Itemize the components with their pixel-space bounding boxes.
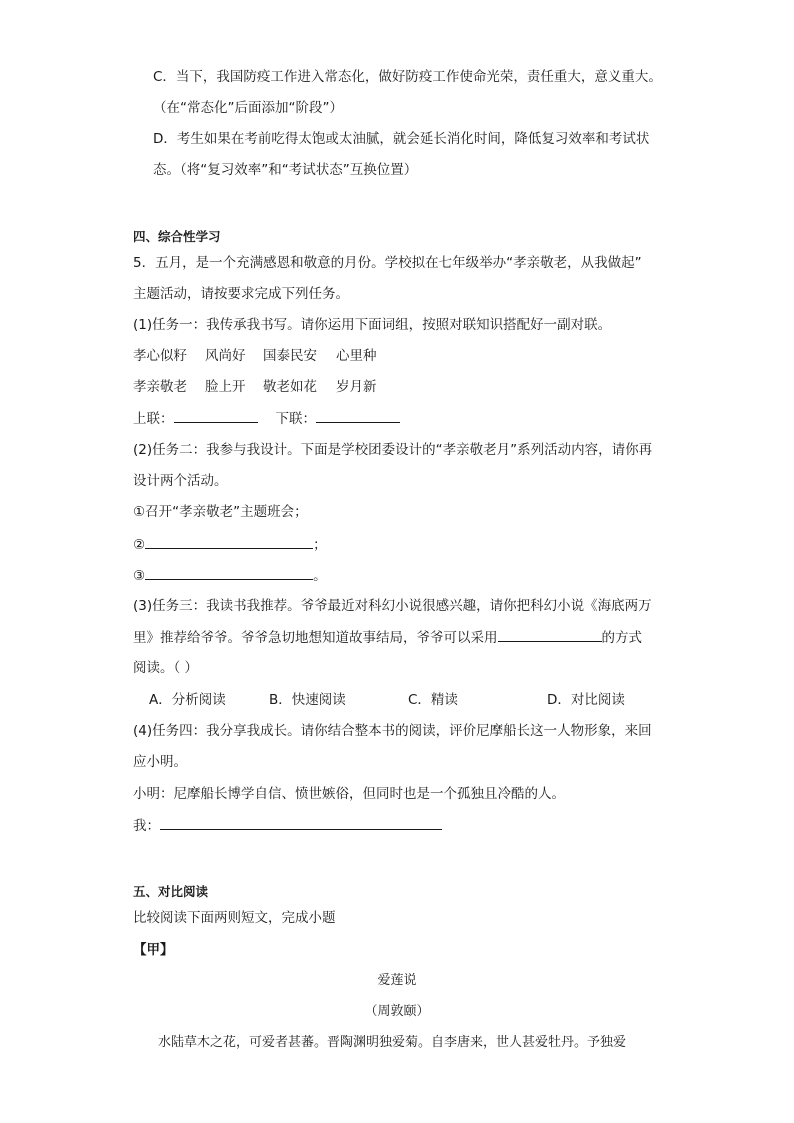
task3-line3: 阅读。（ ） — [133, 660, 199, 676]
lower-couplet-blank[interactable] — [316, 408, 400, 423]
xiaoming-statement: 小明：尼摩船长博学自信、愤世嫉俗，但同时也是一个孤独且冷酷的人。 — [133, 786, 565, 802]
word-item: 岁月新 — [336, 379, 377, 395]
option-a[interactable]: A．分析阅读 — [149, 692, 226, 708]
option-c-line2: （在“常态化”后面添加“阶段”） — [153, 100, 343, 116]
option-c[interactable]: C．精读 — [408, 692, 458, 708]
word-group-row — [133, 346, 377, 366]
task1-text: (1)任务一：我传承我书写。请你运用下面词组，按照对联知识搭配好一副对联。 — [133, 317, 612, 333]
option-d-line1: D．考生如果在考前吃得太饱或太油腻，就会延长消化时间，降低复习效率和考试状 — [153, 131, 650, 147]
activity-2-number: ② — [133, 537, 146, 553]
task4-line2: 应小明。 — [133, 754, 187, 770]
word-item: 国泰民安 — [263, 348, 317, 364]
activity-3-punct: 。 — [313, 568, 327, 584]
my-answer-row — [133, 815, 442, 836]
word-item: 脸上开 — [205, 379, 246, 395]
task3-text-end: 的方式 — [601, 630, 642, 646]
reading-instruction: 比较阅读下面两则短文，完成小题 — [133, 910, 336, 926]
task2-line2: 设计两个活动。 — [133, 473, 228, 489]
option-c-line1: C．当下，我国防疫工作进入常态化，做好防疫工作使命光荣，责任重大，意义重大。 — [153, 69, 662, 85]
choice-options — [149, 690, 625, 710]
activity-1: ①召开“孝亲敬老”主题班会； — [133, 504, 308, 520]
task3-line2 — [133, 627, 642, 648]
option-d[interactable]: D．对比阅读 — [547, 692, 625, 708]
word-item: 孝心似籽 — [133, 348, 187, 364]
section-heading: 四、综合性学习 — [133, 229, 221, 244]
word-item: 敬老如花 — [263, 379, 317, 395]
reading-method-blank[interactable] — [498, 627, 602, 642]
passage-a-label: 【甲】 — [133, 942, 174, 958]
word-item: 孝亲敬老 — [133, 379, 187, 395]
passage-author: （周敦颐） — [364, 1004, 430, 1019]
upper-couplet-blank[interactable] — [174, 408, 258, 423]
task2-line1: (2)任务二：我参与我设计。下面是学校团委设计的“孝亲敬老月”系列活动内容，请你再 — [133, 442, 653, 458]
option-b[interactable]: B．快速阅读 — [269, 692, 346, 708]
option-d-line2: 态。（将“复习效率”和“考试状态”互换位置） — [153, 162, 418, 178]
activity-3-blank[interactable] — [145, 565, 313, 580]
activity-2-punct: ； — [313, 537, 327, 553]
couplet-answer-row — [133, 408, 400, 429]
activity-3-row — [133, 565, 327, 586]
lower-couplet-label: 下联： — [275, 411, 316, 427]
activity-2-blank[interactable] — [145, 534, 313, 549]
task4-line1: (4)任务四：我分享我成长。请你结合整本书的阅读，评价尼摩船长这一人物形象，来回 — [133, 723, 652, 739]
passage-text-line1: 水陆草木之花，可爱者甚蕃。晋陶渊明独爱菊。自李唐来，世人甚爱牡丹。予独爱 — [158, 1035, 627, 1050]
question-5-line2: 主题活动，请按要求完成下列任务。 — [133, 286, 349, 302]
my-answer-blank[interactable] — [160, 815, 442, 830]
upper-couplet-label: 上联： — [133, 411, 174, 427]
task3-text: 里》推荐给爷爷。爷爷急切地想知道故事结局，爷爷可以采用 — [133, 630, 498, 646]
word-item: 风尚好 — [205, 348, 246, 364]
my-answer-label: 我： — [133, 818, 160, 834]
section-heading: 五、对比阅读 — [133, 884, 209, 899]
passage-title: 爱莲说 — [377, 973, 417, 988]
word-item: 心里种 — [336, 348, 377, 364]
activity-2-row — [133, 534, 327, 555]
task3-line1: (3)任务三：我读书我推荐。爷爷最近对科幻小说很感兴趣，请你把科幻小说《海底两万 — [133, 598, 652, 614]
question-5-line1: 5．五月，是一个充满感恩和敬意的月份。学校拟在七年级举办“孝亲敬老，从我做起” — [133, 255, 642, 271]
word-group-row — [133, 377, 377, 397]
activity-3-number: ③ — [133, 568, 146, 584]
